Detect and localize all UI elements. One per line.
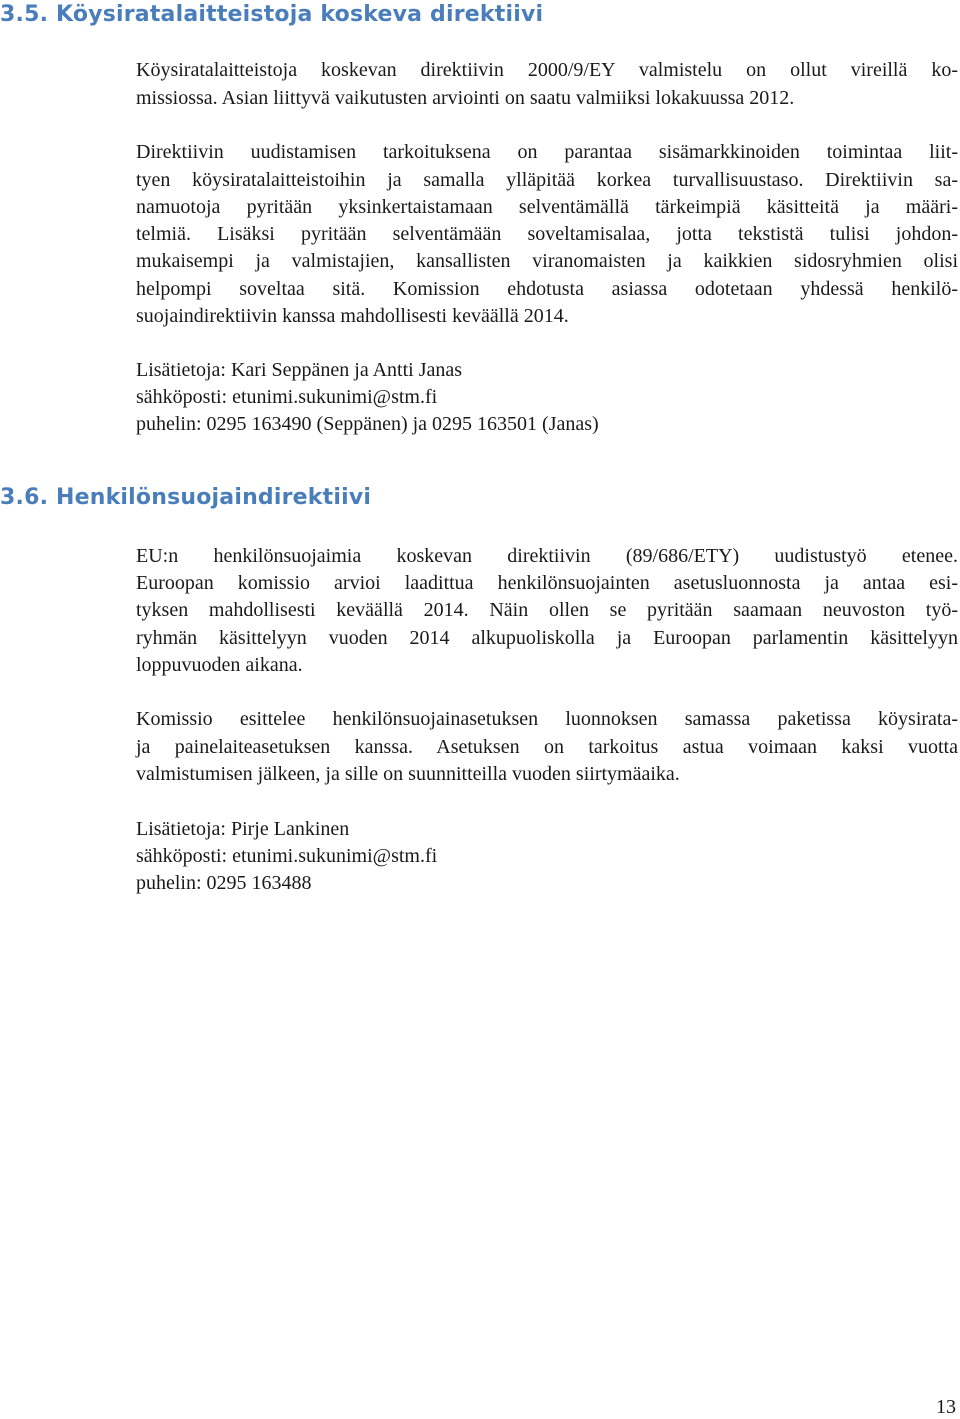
contact-info: Lisätietoja: Kari Seppänen ja Antti Janas xyxy=(136,359,463,381)
section-heading-3-6: 3.6. Henkilönsuojaindirektiivi xyxy=(0,485,372,510)
paragraph-line: Direktiivin uudistamisen tarkoituksena on parantaa sisämarkkinoiden toimintaa liit- xyxy=(136,141,958,163)
paragraph-line: ryhmän käsittelyyn vuoden 2014 alkupuoliskolla ja Euroopan parlamentin käsittelyyn xyxy=(136,627,958,649)
paragraph-line: tyksen mahdollisesti keväällä 2014. Näin ollen se pyritään saamaan neuvoston työ- xyxy=(136,599,958,621)
paragraph-line: telmiä. Lisäksi pyritään selventämään soveltamisalaa, jotta tekstistä tulisi johdon- xyxy=(136,223,958,245)
paragraph-line: mukaisempi ja valmistajien, kansallisten viranomaisten ja kaikkien sidosryhmien olisi xyxy=(136,250,958,272)
paragraph-line: missiossa. Asian liittyvä vaikutusten arviointi on saatu valmiiksi lokakuussa 2012. xyxy=(136,87,795,109)
contact-phone: puhelin: 0295 163488 xyxy=(136,872,312,894)
paragraph-line: namuotoja pyritään yksinkertaistamaan selventämällä tärkeimpiä käsitteitä ja määri- xyxy=(136,196,958,218)
paragraph-line: loppuvuoden aikana. xyxy=(136,654,303,676)
contact-phone: puhelin: 0295 163490 (Seppänen) ja 0295 163501 (Janas) xyxy=(136,413,599,435)
paragraph-line: Euroopan komissio arvioi laadittua henkilönsuojainten asetusluonnosta ja antaa esi- xyxy=(136,572,958,594)
paragraph-line: Köysiratalaitteistoja koskevan direktiivin 2000/9/EY valmistelu on ollut vireillä ko- xyxy=(136,59,958,81)
page-number: 13 xyxy=(936,1396,956,1418)
contact-info: Lisätietoja: Pirje Lankinen xyxy=(136,818,350,840)
paragraph-line: helpompi soveltaa sitä. Komission ehdotusta asiassa odotetaan yhdessä henkilö- xyxy=(136,278,958,300)
paragraph-line: valmistumisen jälkeen, ja sille on suunnitteilla vuoden siirtymäaika. xyxy=(136,763,680,785)
paragraph-line: EU:n henkilönsuojaimia koskevan direktiivin (89/686/ETY) uudistustyö etenee. xyxy=(136,545,958,567)
paragraph-line: ja painelaiteasetuksen kanssa. Asetuksen on tarkoitus astua voimaan kaksi vuotta xyxy=(136,736,958,758)
paragraph-line: tyen köysiratalaitteistoihin ja samalla ylläpitää korkea turvallisuustaso. Direktiivin sa- xyxy=(136,169,958,191)
contact-email: sähköposti: etunimi.sukunimi@stm.fi xyxy=(136,386,438,408)
paragraph-line: suojaindirektiivin kanssa mahdollisesti keväällä 2014. xyxy=(136,305,569,327)
section-heading-3-5: 3.5. Köysiratalaitteistoja koskeva direktiivi xyxy=(0,2,544,27)
contact-email: sähköposti: etunimi.sukunimi@stm.fi xyxy=(136,845,438,867)
paragraph-line: Komissio esittelee henkilönsuojainasetuksen luonnoksen samassa paketissa köysirata- xyxy=(136,708,958,730)
